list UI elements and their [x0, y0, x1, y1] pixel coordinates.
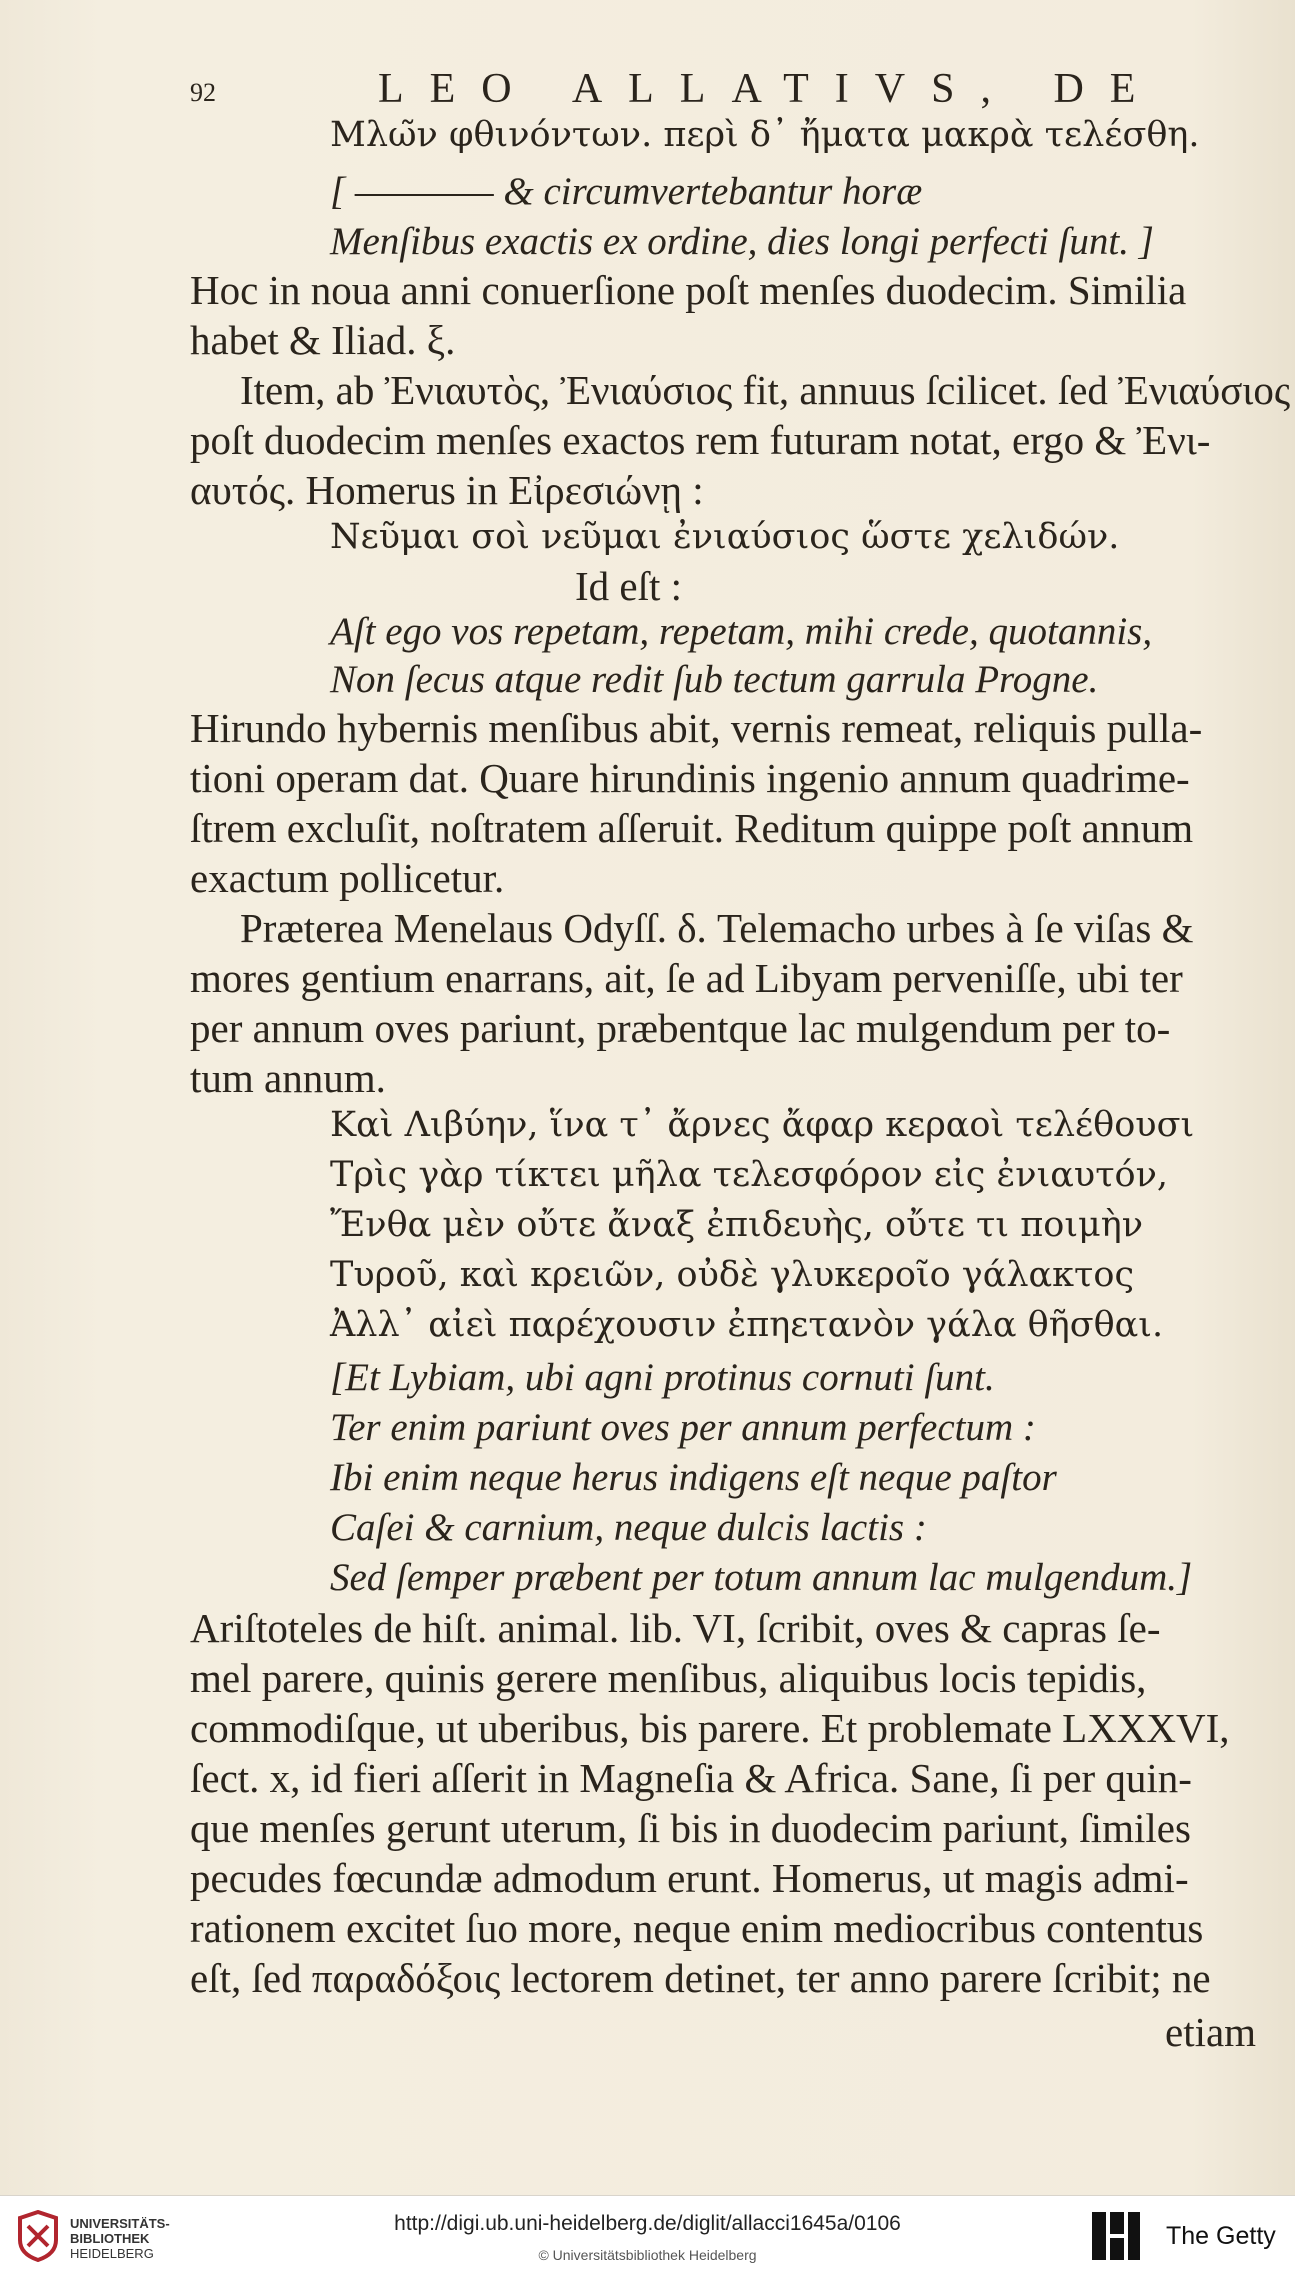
text-line: poſt duodecim menſes exactos rem futuram notat, ergo & Ἐνι-: [190, 417, 1211, 463]
text-line: Hoc in noua anni conuerſione poſt menſes duodecim. Similia: [190, 267, 1187, 313]
text-line: rationem excitet ſuo more, neque enim mediocribus contentus: [190, 1905, 1204, 1951]
text-line: [Et Lybiam, ubi agni protinus cornuti ſunt.: [330, 1356, 995, 1399]
text-line: Non ſecus atque redit ſub tectum garrula Progne.: [330, 658, 1099, 701]
text-line: mores gentium enarrans, ait, ſe ad Libyam perveniſſe, ubi ter: [190, 955, 1183, 1001]
text-line: Id eſt :: [575, 563, 683, 609]
text-line: per annum oves pariunt, præbentque lac mulgendum per to-: [190, 1005, 1171, 1051]
text-line: αυτός. Homerus in Εἰρεσιώνῃ :: [190, 467, 704, 513]
library-name: UNIVERSITÄTS- BIBLIOTHEK HEIDELBERG: [70, 2216, 170, 2261]
text-line: Καὶ Λιβύην, ἵνα τ᾽ ἄρνες ἄφαρ κεραοὶ τελέθουσι: [330, 1105, 1195, 1145]
text-line: Μλω̃ν φθινόντων. περὶ δ᾽ ἤματα μακρὰ τελέσθη.: [330, 115, 1200, 155]
permalink-url[interactable]: http://digi.ub.uni-heidelberg.de/diglit/allacci1645a/0106: [394, 2212, 901, 2235]
text-line: Caſei & carnium, neque dulcis lactis :: [330, 1506, 927, 1549]
getty-logo-icon: [1090, 2210, 1142, 2262]
text-line: Νεῦμαι σοὶ νεῦμαι ἐνιαύσιος ὥστε χελιδών.: [330, 517, 1120, 557]
text-line: Menſibus exactis ex ordine, dies longi perfecti ſunt. ]: [330, 220, 1154, 263]
text-line: ſtrem excluſit, noſtratem aſſeruit. Reditum quippe poſt annum: [190, 805, 1194, 851]
text-line: eſt, ſed παραδόξοις lectorem detinet, ter anno parere ſcribit; ne: [190, 1955, 1211, 2001]
text-line: Ἀλλ᾽ αἰεὶ παρέχουσιν ἐπηετανὸν γάλα θῆσθαι.: [330, 1305, 1164, 1345]
text-line: Præterea Menelaus Odyſſ. δ. Telemacho urbes à ſe viſas &: [240, 905, 1194, 951]
text-line: pecudes fœcundæ admodum erunt. Homerus, ut magis admi-: [190, 1855, 1189, 1901]
running-title: LEO ALLATIVS, DE: [378, 66, 1162, 112]
text-line: Aſt ego vos repetam, repetam, mihi crede, quotannis,: [330, 610, 1153, 653]
text-line: Sed ſemper præbent per totum annum lac mulgendum.]: [330, 1556, 1193, 1599]
copyright-notice: © Universitätsbibliothek Heidelberg: [538, 2247, 757, 2263]
text-line: Ariſtoteles de hiſt. animal. lib. VI, ſcribit, oves & capras ſe-: [190, 1605, 1161, 1651]
text-line: habet & Iliad. ξ.: [190, 317, 456, 363]
partner-name: The Getty: [1166, 2222, 1276, 2250]
footer-bar: [0, 2195, 1295, 2276]
catchword: etiam: [1165, 2009, 1257, 2055]
text-line: tum annum.: [190, 1055, 386, 1101]
text-line: Hirundo hybernis menſibus abit, vernis remeat, reliquis pulla-: [190, 705, 1203, 751]
text-line: commodiſque, ut uberibus, bis parere. Et problemate LXXXVI,: [190, 1705, 1230, 1751]
text-line: Ἔνθα μὲν οὔτε ἄναξ ἐπιδευὴς, οὔτε τι ποιμὴν: [330, 1205, 1144, 1245]
text-line: ſect. x, id fieri aſſerit in Magneſia & Africa. Sane, ſi per quin-: [190, 1755, 1192, 1801]
text-line: que menſes gerunt uterum, ſi bis in duodecim pariunt, ſimiles: [190, 1805, 1191, 1851]
text-line: Τυροῦ, καὶ κρειῶν, οὐδὲ γλυκεροῖο γάλακτος: [330, 1255, 1135, 1295]
page-number: 92: [190, 78, 216, 107]
text-line: Ter enim pariunt oves per annum perfectum :: [330, 1406, 1036, 1449]
text-line: tioni operam dat. Quare hirundinis ingenio annum quadrime-: [190, 755, 1190, 801]
text-line: exactum pollicetur.: [190, 855, 505, 901]
text-line: Item, ab Ἐνιαυτὸς, Ἐνιαύσιος fit, annuus ſcilicet. ſed Ἐνιαύσιος: [240, 367, 1291, 413]
text-line: [ ———— & circumvertebantur horæ: [330, 170, 923, 213]
text-line: mel parere, quinis gerere menſibus, aliquibus locis tepidis,: [190, 1655, 1147, 1701]
text-line: Τρὶς γὰρ τίκτει μῆλα τελεσφόρον εἰς ἐνιαυτόν,: [330, 1155, 1169, 1195]
text-line: Ibi enim neque herus indigens eſt neque paſtor: [330, 1456, 1057, 1499]
